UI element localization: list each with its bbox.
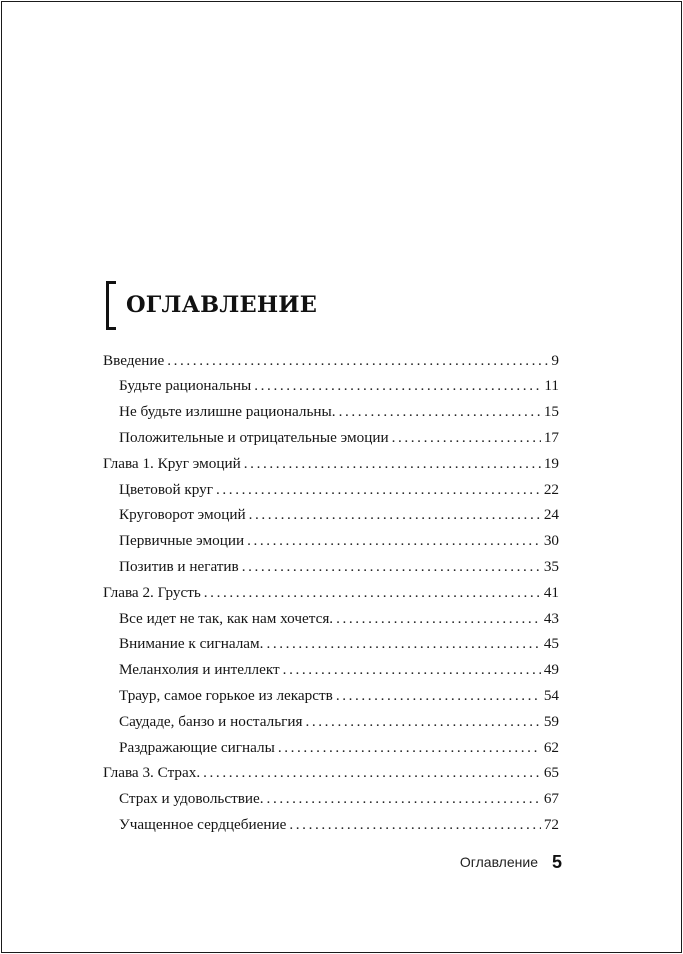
book-page — [1, 1, 682, 953]
toc-entry-label: Глава 3. Страх. — [103, 764, 201, 782]
toc-subsection-entry[interactable] — [103, 549, 559, 575]
toc-chapter-entry[interactable] — [103, 756, 559, 782]
toc-subsection-entry[interactable] — [103, 807, 559, 833]
toc-subsection-entry[interactable] — [103, 498, 559, 524]
toc-entry-page-number: 72 — [543, 815, 559, 833]
table-of-contents — [103, 343, 559, 833]
toc-entry-page-number: 45 — [543, 635, 559, 653]
toc-entry-page-number: 24 — [543, 506, 559, 524]
toc-dot-leader — [392, 430, 541, 445]
toc-entry-label: Раздражающие сигналы — [119, 738, 275, 756]
toc-entry-label: Не будьте излишне рациональны. — [119, 403, 336, 421]
toc-entry-label: Введение — [103, 351, 165, 369]
toc-entry-label: Будьте рациональны — [119, 377, 252, 395]
toc-entry-page-number: 22 — [543, 480, 559, 498]
toc-entry-label: Позитив и негатив — [119, 557, 239, 575]
toc-entry-page-number: 17 — [543, 428, 559, 446]
toc-entry-label: Положительные и отрицательные эмоции — [119, 428, 389, 446]
toc-entry-page-number: 43 — [543, 609, 559, 627]
toc-entry-label: Траур, самое горькое из лекарств — [119, 686, 333, 704]
toc-entry-page-number: 67 — [543, 790, 559, 808]
toc-entry-page-number: 41 — [543, 583, 559, 601]
toc-entry-label: Круговорот эмоций — [119, 506, 246, 524]
toc-entry-label: Учащенное сердцебиение — [119, 815, 287, 833]
toc-subsection-entry[interactable] — [103, 472, 559, 498]
toc-chapter-entry[interactable] — [103, 575, 559, 601]
toc-entry-label: Все идет не так, как нам хочется. — [119, 609, 334, 627]
toc-subsection-entry[interactable] — [103, 524, 559, 550]
toc-dot-leader — [305, 714, 540, 729]
toc-subsection-entry[interactable] — [103, 653, 559, 679]
running-footer-title: Оглавление — [459, 854, 538, 870]
toc-subsection-entry[interactable] — [103, 704, 559, 730]
toc-dot-leader — [203, 765, 541, 780]
toc-entry-label: Саудаде, банзо и ностальгия — [119, 712, 303, 730]
toc-subsection-entry[interactable] — [103, 420, 559, 446]
toc-entry-label: Глава 1. Круг эмоций — [103, 454, 241, 472]
toc-dot-leader — [249, 507, 541, 522]
toc-entry-page-number: 19 — [543, 454, 559, 472]
toc-entry-page-number: 59 — [543, 712, 559, 730]
heading-bracket-ornament — [106, 281, 116, 330]
toc-entry-page-number: 15 — [543, 403, 559, 421]
page-title: ОГЛАВЛЕНИЕ — [126, 292, 318, 318]
toc-dot-leader — [278, 740, 541, 755]
toc-dot-leader — [266, 636, 540, 651]
toc-entry-page-number: 62 — [543, 738, 559, 756]
toc-subsection-entry[interactable] — [103, 601, 559, 627]
page-footer — [302, 850, 562, 874]
toc-subsection-entry[interactable] — [103, 395, 559, 421]
toc-dot-leader — [204, 585, 541, 600]
toc-subsection-entry[interactable] — [103, 369, 559, 395]
toc-entry-page-number: 49 — [543, 661, 559, 679]
toc-subsection-entry[interactable] — [103, 782, 559, 808]
toc-entry-label: Цветовой круг — [119, 480, 214, 498]
toc-dot-leader — [336, 688, 541, 703]
toc-dot-leader — [267, 791, 541, 806]
toc-chapter-entry[interactable] — [103, 343, 559, 369]
toc-dot-leader — [254, 378, 541, 393]
toc-entry-page-number: 65 — [543, 764, 559, 782]
toc-dot-leader — [283, 662, 541, 677]
toc-entry-label: Меланхолия и интеллект — [119, 661, 280, 679]
toc-dot-leader — [216, 482, 541, 497]
toc-chapter-entry[interactable] — [103, 446, 559, 472]
toc-entry-page-number: 54 — [543, 686, 559, 704]
toc-entry-label: Первичные эмоции — [119, 532, 245, 550]
toc-dot-leader — [244, 456, 541, 471]
toc-heading — [106, 279, 317, 331]
toc-subsection-entry[interactable] — [103, 730, 559, 756]
toc-subsection-entry[interactable] — [103, 627, 559, 653]
toc-entry-label: Глава 2. Грусть — [103, 583, 201, 601]
toc-entry-page-number: 11 — [544, 377, 559, 395]
toc-dot-leader — [242, 559, 541, 574]
toc-entry-label: Страх и удовольствие. — [119, 790, 264, 808]
toc-entry-page-number: 9 — [551, 351, 559, 369]
toc-dot-leader — [339, 404, 541, 419]
toc-entry-page-number: 30 — [543, 532, 559, 550]
toc-entry-page-number: 35 — [543, 557, 559, 575]
toc-entry-label: Внимание к сигналам. — [119, 635, 264, 653]
page-number: 5 — [551, 851, 562, 872]
toc-subsection-entry[interactable] — [103, 678, 559, 704]
toc-dot-leader — [247, 533, 541, 548]
toc-dot-leader — [167, 353, 548, 368]
toc-dot-leader — [289, 817, 540, 832]
toc-dot-leader — [336, 611, 541, 626]
